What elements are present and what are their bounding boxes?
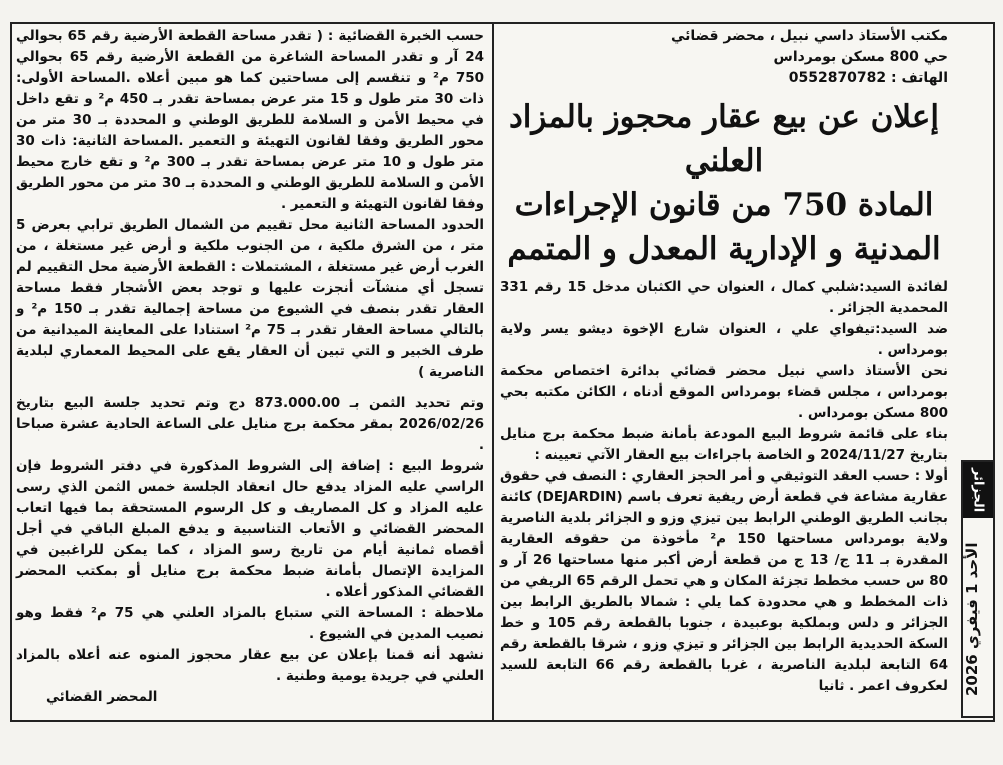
property-description-paragraph: أولا : حسب العقد التوثيقي و أمر الحجز العقاري : النصف في حقوق عقارية مشاعة في قطعة أرض ريفية تعرف باسم (DEJARDIN) كائنة بجانب الطريق الوطني الرابط بين تيزي وزو و الجزائر بلدية الناصرية ولاية بومرداس مساحتها 150 م² مأخوذة من حقوقه العقارية المقدرة بـ 11 ج/ 13 ج من قطعة أرض أكبر منها مساحتها 26 آر و 80 س حسب مخطط تجزئة المكان و هي تحمل الرقم 65 الريفي من ذات المخطط و هي محدودة كما يلي : شمالا بالطريق الرابط بين الجزائر و دلس وبملكية بوعبيدة ، جنوبا بالقطعة رقم 105 و خط السكة الحديدية الرابط بين الجزائر و تيزي وزو ، شرقا بالقطعة رقم 64 التابعة لبلدية الناصرية ، غربا بالقطعة رقم 66 التابعة للسيد لعكروف اعمر . ثانيا [500, 468, 949, 694]
office-phone: الهاتف : 0552870782 [788, 70, 948, 86]
note-paragraph: ملاحظة : المساحة التي ستباع بالمزاد العلني هي 75 م² فقط وهو نصيب المدين في الشيوع . [16, 605, 484, 642]
publication-date: الأحد 1 فيفري 2026 [963, 542, 981, 696]
price-paragraph: وتم تحديد الثمن بـ 873.000.00 دج وتم تحديد جلسة البيع بتاريخ 2026/02/26 بمقر محكمة برج منايل على الساعة الحادية عشرة صباحا . [16, 395, 484, 453]
newspaper-sidebar [961, 460, 995, 718]
right-column [500, 26, 948, 697]
title-line-2: العلني [684, 143, 764, 179]
signature: المحضر القضائي [46, 689, 158, 705]
announcement-title [500, 95, 948, 271]
certification-paragraph: نشهد أنه قمنا بإعلان عن بيع عقار محجوز المنوه عنه أعلاه بالمزاد العلني في جريدة يومية وطنية . [16, 647, 484, 684]
sale-conditions-paragraph: شروط البيع : إضافة إلى الشروط المذكورة في دفتر الشروط فإن الراسي عليه المزاد يدفع حال انعقاد الجلسة خمس الثمن الذي رسى عليه المزاد و كل المصاريف و كل الرسوم المستحقة بما فيها اتعاب المحضر القضائي و الأتعاب التناسبية و يدفع المبلغ الباقي في أجل أقصاه ثمانية أيام من تاريخ رسو المزاد ، كما يمكن للراغبين في المزايدة الإتصال بأمانة ضبط محكمة برج منايل أو بمكتب المحضر القضائي المذكور أعلاه . [16, 458, 484, 600]
expertise-paragraph: حسب الخبرة القضائية : ( تقدر مساحة القطعة الأرضية رقم 65 بحوالي 24 آر و تقدر المساحة الشاغرة من القطعة الأرضية رقم 65 بحوالي 750 م² و تنقسم إلى مساحتين كما هو مبين أعلاه .المساحة الأولى: ذات 30 متر طول و 15 متر عرض بمساحة تقدر بـ 450 م² و تقع داخل في محيط الأمن و السلامة للطريق الوطني و المحددة بـ 30 متر من محور الطريق وفقا لقانون التهيئة و التعمير .المساحة الثانية: ذات 30 متر طول و 10 متر عرض بمساحة تقدر بـ 300 م² و تقع خارج محيط الأمن و السلامة للطريق الوطني و المحددة بـ 30 متر من محور الطريق وفقا لقانون التهيئة و التعمير . [16, 28, 484, 212]
office-info [500, 26, 948, 89]
conditions-list-paragraph: بناء على قائمة شروط البيع المودعة بأمانة ضبط محكمة برج منايل بتاريخ 2024/11/27 و الخاصة باجراءات بيع العقار الآتي تعيينه : [500, 426, 948, 463]
boundaries-paragraph: الحدود المساحة الثانية محل تقييم من الشمال الطريق ترابي بعرض 5 متر ، من الشرق ملكية ، من الجنوب ملكية و أرض غير مستغلة ، من الغرب أرض غير مستغلة ، المشتملات : القطعة الأرضية محل التقييم لم تسجل أي منشآت أنجزت عليها و توجد بعض الأشجار فقط مساحة العقار تقدر بنصف في الشيوع من مساحة إجمالية تقدر بـ 150 م² و بالتالي مساحة العقار تقدر بـ 75 م² استنادا على المعاينة الميدانية من طرف الخبير و التي تبين أن العقار يقع على المحيط المعماري لبلدية الناصرية ) [16, 217, 484, 380]
office-name: مكتب الأستاذ داسي نبيل ، محضر قضائي [670, 28, 948, 44]
title-line-3: المادة 750 من قانون الإجراءات [514, 187, 934, 223]
column-divider [492, 22, 494, 722]
beneficiary-paragraph: لفائدة السيد:شلبي كمال ، العنوان حي الكثبان مدخل 15 رقم 331 المحمدية الجزائر . [500, 279, 948, 316]
defendant-paragraph: ضد السيد:تيفواي علي ، العنوان شارع الإخوة ديشو يسر ولاية بومرداس . [500, 321, 948, 358]
office-address: حي 800 مسكن بومرداس [773, 49, 948, 65]
bailiff-paragraph: نحن الأستاذ داسي نبيل محضر قضائي بدائرة اختصاص محكمة بومرداس ، مجلس قضاء بومرداس الموقع أدناه ، الكائن مكتبه بحي 800 مسكن بومرداس . [500, 363, 948, 421]
title-line-4: المدنية و الإدارية المعدل و المتمم [507, 231, 941, 267]
title-line-1: إعلان عن بيع عقار محجوز بالمزاد [508, 99, 940, 135]
newspaper-logo: الجزائر [963, 462, 993, 518]
left-column [16, 26, 484, 708]
